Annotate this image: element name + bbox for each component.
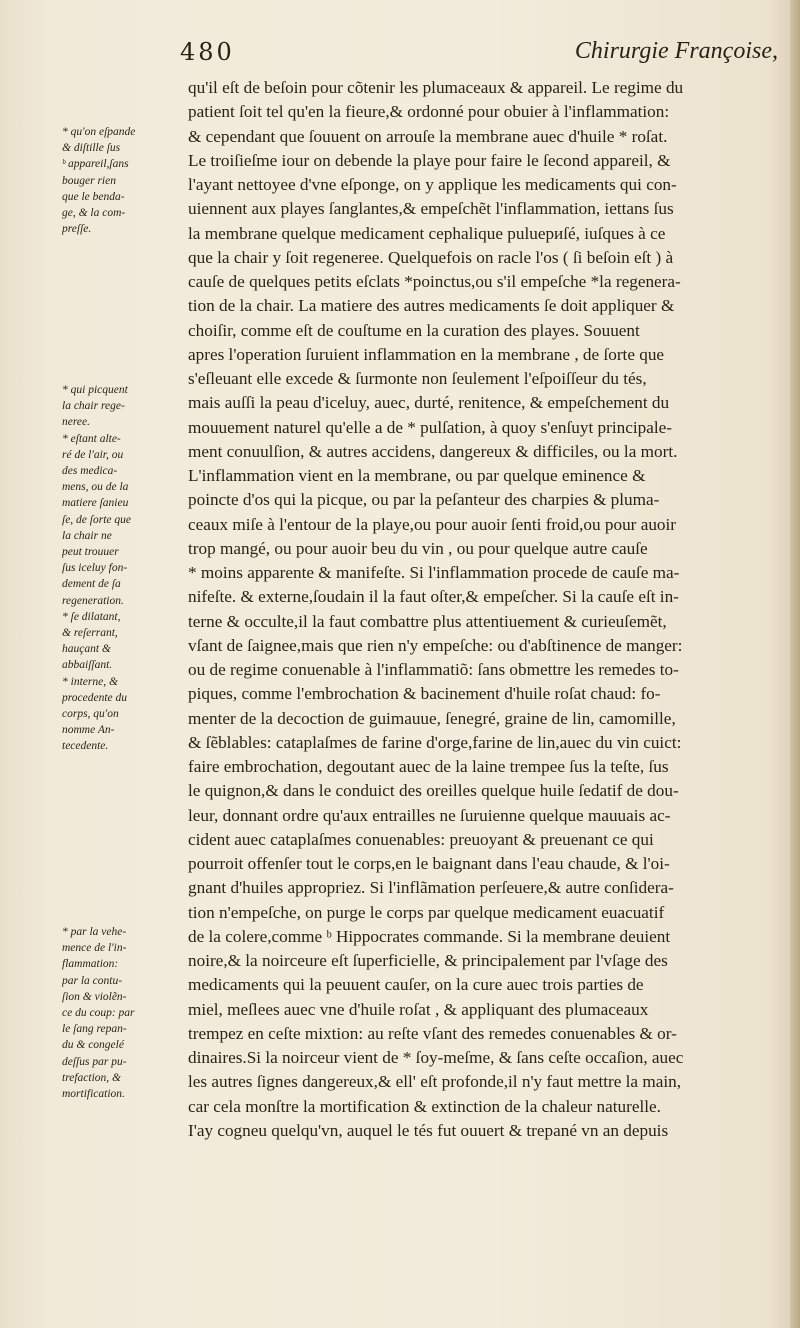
margin-note-line: mence de l'in- [62,942,127,955]
text-line: poincte d'os qui la picque, ou par la peſanteur des charpies & pluma- [188,490,660,510]
text-line: patient ſoit tel qu'en la fieure,& ordonné pour obuier à l'inflammation: [188,102,670,122]
text-line: la membrane quelque medicament cephalique puluериſé, iuſques à ce [188,223,666,243]
main-text-body [188,76,794,1143]
margin-note-line: ſion & violẽn- [62,990,127,1003]
margin-note [62,124,186,237]
text-line: & cependant que ſouuent on arrouſe la membrane auec d'huile * roſat. [188,126,668,146]
text-line: Le troiſieſme iour on debende la playe pour faire le ſecond appareil, & [188,150,671,170]
text-line: ment conuulſion, & autres accidens, dangereux & difficiles, ou la mort. [188,441,678,461]
text-line: piques, comme l'embrochation & bacinement d'huile roſat chaud: fo- [188,684,661,704]
margin-note-line: deſſus par pu- [62,1055,127,1068]
margin-note-line: ſe, de ſorte que [62,513,131,526]
text-line: le quignon,& dans le conduict des oreilles quelque huile ſedatif de dou- [188,781,679,801]
margin-note-line: hauçant & [62,643,111,656]
text-line: apres l'operation ſuruient inflammation en la membrane , de ſorte que [188,344,665,364]
text-line: tion de la chair. La matiere des autres medicaments ſe doit appliquer & [188,296,675,316]
margin-note-line: dement de ſa [62,578,121,591]
margin-note-line: la chair ne [62,529,112,542]
margin-note-line: par la contu- [62,974,123,987]
margin-note-line: bouger rien [62,174,116,187]
margin-note-line: ce du coup: par [62,1007,135,1020]
text-line: I'ay cogneu quelqu'vn, auquel le tés fut ouuert & trepané vn an depuis [188,1120,669,1140]
text-line: * moins apparente & manifeſte. Si l'inflammation procede de cauſe ma- [188,563,680,582]
margin-note-line: mortification. [62,1088,125,1101]
text-line: cauſe de quelques petits eſclats *poinctus,ou s'il empeſche *la regenera- [188,272,681,291]
margin-note-line: la chair rege- [62,400,125,413]
margin-note-line: corps, qu'on [62,708,119,721]
text-line: dinaires.Si la noirceur vient de * ſoy-meſme, & ſans ceſte occaſion, auec [188,1048,684,1067]
margin-note-line: ſus iceluy fon- [62,562,128,575]
text-line: tion n'empeſche, on purge le corps par quelque medicament euacuatif [188,902,665,922]
margin-note-line: matiere ſanieu [62,497,129,510]
text-line: cident auec cataplaſmes conuenables: preuoyant & preuenant ce qui [188,829,654,849]
text-line: nifeſte. & externe,ſoudain il la faut oſter,& empeſcher. Si la cauſe eſt in- [188,587,679,607]
text-line: L'inflammation vient en la membrane, ou par quelque eminence & [188,466,646,485]
page-header [180,38,792,72]
text-line: uiennent aux playes ſanglantes,& empeſchẽt l'inflammation, iettans ſus [188,199,674,219]
margin-note-line: & diſtille ſus [62,142,121,155]
text-line: miel, meſlees auec vne d'huile roſat , & appliquant des plumaceaux [188,999,649,1019]
margin-note-line: flammation: [62,958,119,971]
margin-note-line: regeneration. [62,594,124,607]
margin-note-line: & reſerrant, [62,627,118,640]
margin-note-line: des medica- [62,465,118,478]
margin-note-line: * qui picquent [62,384,128,396]
text-line: les autres ſignes dangereux,& ell' eſt profonde,il n'y faut mettre la main, [188,1072,682,1092]
margin-note-line: ᵇ appareil,ſans [62,158,129,171]
text-line: menter de la decoction de guimauue, ſenegré, graine de lin, camomille, [188,708,676,728]
margin-note-line: * interne, & [62,675,118,688]
text-line: ou de regime conuenable à l'inflammatiõ: ſans obmettre les remedes to- [188,660,679,679]
text-line: trop mangé, ou pour auoir beu du vin , ou pour quelque autre cauſe [188,538,648,558]
margin-note [62,382,186,755]
text-line: trempez en ceſte mixtion: au reſte vſant des remedes conuenables & or- [188,1023,677,1043]
margin-note-line: trefaction, & [62,1071,121,1084]
text-line: choiſir, comme eſt de couſtume en la curation des playes. Souuent [188,320,640,340]
text-line: medicaments qui la peuuent cauſer, on la cure auec trois parties de [188,975,644,995]
text-line: noire,& la noirceure eſt ſuperficielle, & principalement par l'vſage des [188,951,668,970]
text-line: l'ayant nettoyee d'vne eſponge, on y applique les medicaments qui con- [188,175,677,194]
margin-note-line: abbaiſſant. [62,659,113,672]
running-title: Chirurgie Françoise, [574,38,778,64]
margin-note-line: peut trouuer [62,546,119,559]
text-line: de la colere,comme ᵇ Hippocrates commande. Si la membrane deuient [188,926,671,946]
margin-note-line: le ſang repan- [62,1023,127,1036]
text-line: leur, donnant ordre qu'aux entrailles ne ſuruienne quelque mauuais ac- [188,805,671,825]
text-line: gnant d'huiles appropriez. Si l'inflãmation perſeuere,& autre conſidera- [188,878,674,898]
margin-note-line: * eſtant alte- [62,432,121,445]
margin-note-line: que le benda- [62,190,125,203]
margin-note-line: preſſe. [62,223,92,236]
margin-note-line: * par la vehe- [62,926,127,938]
margin-note-line: mens, ou de la [62,481,129,494]
text-line: mais auſſi la peau d'iceluy, auec, durté, renitence, & empeſchement du [188,393,670,413]
margin-note-line: ré de l'air, ou [62,448,124,461]
text-line: vſant de ſaignee,mais que rien n'y empeſche: ou d'abſtinence de manger: [188,635,683,655]
margin-note-line: * ſe dilatant, [62,610,121,623]
text-line: mouuement naturel qu'elle a de * pulſation, à quoy s'enſuyt principale- [188,417,672,437]
text-line: car cela monſtre la mortification & extinction de la chaleur naturelle. [188,1096,661,1116]
page-number: 480 [180,38,235,66]
text-line: & ſẽblables: cataplaſmes de farine d'orge,farine de lin,auec du vin cuict: [188,732,682,752]
text-line: pourroit offenſer tout le corps,en le baignant dans l'eau chaude, & l'oi- [188,854,670,873]
margin-note-line: tecedente. [62,740,109,753]
margin-note [62,924,186,1102]
text-line: que la chair y ſoit regeneree. Quelquefois on racle l'os ( ſi beſoin eſt ) à [188,247,674,267]
margin-note-line: du & congelé [62,1039,124,1052]
margin-note-line: ge, & la com- [62,207,126,220]
margin-note-line: nomme An- [62,724,115,737]
margin-note-line: procedente du [62,691,128,704]
text-line: terne & occulte,il la faut combattre plus attentiuement & curieuſemẽt, [188,611,667,631]
margin-note-line: * qu'on eſpande [62,126,136,138]
text-line: ceaux miſe à l'entour de la playe,ou pour auoir ſenti froid,ou pour auoir [188,514,677,534]
text-line: faire embrochation, degoutant auec de la laine trempee ſus la teſte, ſus [188,757,669,776]
margin-note-line: neree. [62,416,90,429]
text-line: qu'il eſt de beſoin pour cõtenir les plumaceaux & appareil. Le regime du [188,78,684,97]
text-line: s'eſleuant elle excede & ſurmonte non ſeulement l'eſpoiſſeur du tés, [188,369,647,388]
